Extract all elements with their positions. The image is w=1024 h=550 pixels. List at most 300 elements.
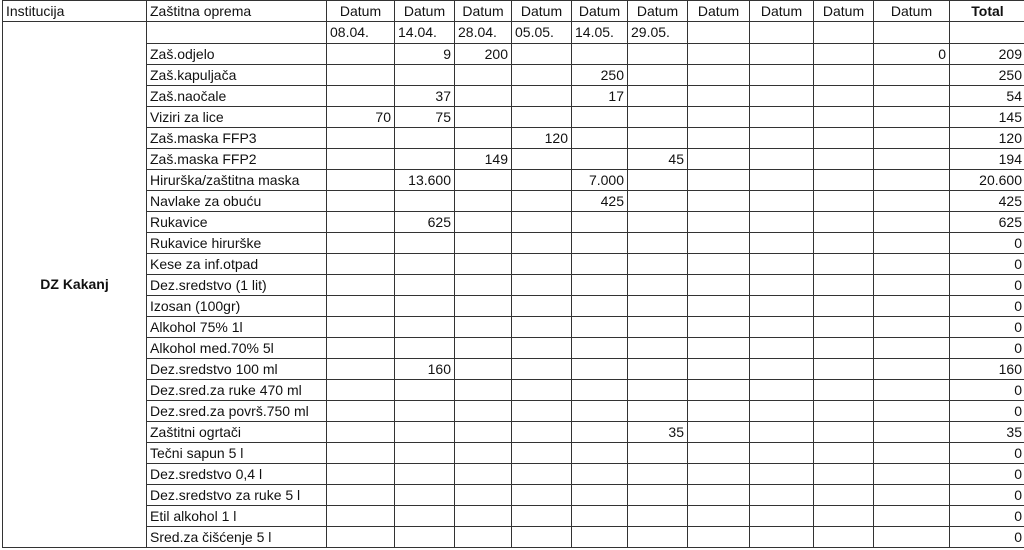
total-cell: 194 [950, 149, 1024, 170]
quantity-cell [628, 527, 688, 548]
quantity-cell [395, 506, 455, 527]
table-row [3, 86, 1024, 107]
quantity-cell [628, 401, 688, 422]
date-cell [688, 22, 750, 44]
equipment-item: Alkohol 75% 1l [147, 317, 327, 338]
quantity-cell [628, 443, 688, 464]
total-cell: 0 [950, 338, 1024, 359]
equipment-item: Etil alkohol 1 l [147, 506, 327, 527]
quantity-cell [395, 233, 455, 254]
quantity-cell [395, 65, 455, 86]
quantity-cell [395, 338, 455, 359]
quantity-cell [327, 44, 395, 65]
quantity-cell [512, 107, 572, 128]
quantity-cell [628, 44, 688, 65]
equipment-item: Dez.sredstvo 100 ml [147, 359, 327, 380]
quantity-cell [327, 485, 395, 506]
total-cell: 0 [950, 506, 1024, 527]
quantity-cell [814, 401, 874, 422]
quantity-cell [750, 380, 814, 401]
quantity-cell [628, 506, 688, 527]
quantity-cell [395, 296, 455, 317]
total-cell: 145 [950, 107, 1024, 128]
equipment-item: Rukavice [147, 212, 327, 233]
quantity-cell [628, 359, 688, 380]
quantity-cell [455, 338, 512, 359]
ppe-distribution-table [2, 0, 1024, 548]
quantity-cell [814, 359, 874, 380]
quantity-cell [512, 443, 572, 464]
quantity-cell [750, 149, 814, 170]
quantity-cell [688, 527, 750, 548]
quantity-cell [327, 86, 395, 107]
table-row [3, 422, 1024, 443]
total-header: Total [950, 1, 1024, 22]
table-row [3, 254, 1024, 275]
quantity-cell: 13.600 [395, 170, 455, 191]
quantity-cell [395, 275, 455, 296]
quantity-cell [750, 65, 814, 86]
total-cell: 0 [950, 275, 1024, 296]
table-row [3, 44, 1024, 65]
quantity-cell [395, 401, 455, 422]
quantity-cell [512, 401, 572, 422]
quantity-cell [327, 212, 395, 233]
quantity-cell: 35 [628, 422, 688, 443]
total-cell: 0 [950, 485, 1024, 506]
quantity-cell [750, 338, 814, 359]
table-row [3, 527, 1024, 548]
quantity-cell [874, 107, 950, 128]
quantity-cell [814, 107, 874, 128]
quantity-cell [455, 128, 512, 149]
quantity-cell [814, 191, 874, 212]
quantity-cell [688, 212, 750, 233]
quantity-cell: 37 [395, 86, 455, 107]
quantity-cell [512, 149, 572, 170]
table-row [3, 275, 1024, 296]
quantity-cell [327, 275, 395, 296]
quantity-cell [874, 380, 950, 401]
quantity-cell [572, 464, 628, 485]
table-row [3, 65, 1024, 86]
table-row [3, 338, 1024, 359]
date-cell: 05.05. [512, 22, 572, 44]
quantity-cell [688, 359, 750, 380]
quantity-cell [814, 212, 874, 233]
table-row [3, 296, 1024, 317]
quantity-cell [395, 464, 455, 485]
quantity-cell [688, 317, 750, 338]
institution-name: DZ Kakanj [3, 22, 147, 548]
quantity-cell [874, 254, 950, 275]
date-row [3, 22, 1024, 44]
table-row [3, 464, 1024, 485]
date-cell: 08.04. [327, 22, 395, 44]
quantity-cell [327, 149, 395, 170]
date-header: Datum [688, 1, 750, 22]
quantity-cell [455, 254, 512, 275]
quantity-cell [750, 527, 814, 548]
quantity-cell [814, 233, 874, 254]
date-header: Datum [395, 1, 455, 22]
quantity-cell [512, 338, 572, 359]
quantity-cell: 425 [572, 191, 628, 212]
date-header: Datum [572, 1, 628, 22]
date-cell: 14.05. [572, 22, 628, 44]
quantity-cell [327, 296, 395, 317]
quantity-cell [327, 191, 395, 212]
table-row [3, 212, 1024, 233]
quantity-cell [327, 422, 395, 443]
quantity-cell [455, 191, 512, 212]
quantity-cell [628, 107, 688, 128]
quantity-cell [628, 128, 688, 149]
quantity-cell [874, 275, 950, 296]
total-cell: 0 [950, 527, 1024, 548]
equipment-item: Kese za inf.otpad [147, 254, 327, 275]
header-row [3, 1, 1024, 22]
quantity-cell [512, 485, 572, 506]
quantity-cell [874, 296, 950, 317]
equipment-item: Hirurška/zaštitna maska [147, 170, 327, 191]
quantity-cell: 45 [628, 149, 688, 170]
quantity-cell [814, 149, 874, 170]
quantity-cell [874, 317, 950, 338]
quantity-cell [628, 254, 688, 275]
quantity-cell [628, 170, 688, 191]
table-row [3, 506, 1024, 527]
quantity-cell: 9 [395, 44, 455, 65]
equipment-item: Dez.sred.za ruke 470 ml [147, 380, 327, 401]
quantity-cell [395, 380, 455, 401]
quantity-cell [455, 380, 512, 401]
table-row [3, 485, 1024, 506]
quantity-cell [327, 317, 395, 338]
quantity-cell: 7.000 [572, 170, 628, 191]
date-header: Datum [814, 1, 874, 22]
quantity-cell [572, 359, 628, 380]
quantity-cell [572, 443, 628, 464]
quantity-cell [455, 233, 512, 254]
quantity-cell [327, 359, 395, 380]
quantity-cell [874, 86, 950, 107]
quantity-cell [628, 380, 688, 401]
quantity-cell [455, 170, 512, 191]
quantity-cell [814, 380, 874, 401]
table-row [3, 443, 1024, 464]
quantity-cell [688, 443, 750, 464]
quantity-cell [572, 212, 628, 233]
total-cell: 0 [950, 380, 1024, 401]
quantity-cell [455, 527, 512, 548]
quantity-cell [512, 317, 572, 338]
quantity-cell: 70 [327, 107, 395, 128]
quantity-cell [750, 254, 814, 275]
quantity-cell [572, 296, 628, 317]
table-row [3, 359, 1024, 380]
quantity-cell [874, 65, 950, 86]
quantity-cell [628, 65, 688, 86]
quantity-cell [874, 527, 950, 548]
equipment-item: Dez.sredstvo za ruke 5 l [147, 485, 327, 506]
quantity-cell [688, 380, 750, 401]
quantity-cell [572, 401, 628, 422]
quantity-cell [628, 296, 688, 317]
quantity-cell [512, 170, 572, 191]
quantity-cell [750, 170, 814, 191]
quantity-cell [688, 338, 750, 359]
quantity-cell [874, 338, 950, 359]
total-cell: 250 [950, 65, 1024, 86]
quantity-cell [455, 401, 512, 422]
quantity-cell [327, 443, 395, 464]
total-cell: 35 [950, 422, 1024, 443]
quantity-cell [750, 464, 814, 485]
quantity-cell [572, 44, 628, 65]
equipment-item: Zaš.odjelo [147, 44, 327, 65]
quantity-cell [572, 254, 628, 275]
quantity-cell: 17 [572, 86, 628, 107]
quantity-cell [512, 506, 572, 527]
quantity-cell [512, 65, 572, 86]
quantity-cell [814, 527, 874, 548]
quantity-cell [395, 128, 455, 149]
quantity-cell [327, 233, 395, 254]
total-cell: 120 [950, 128, 1024, 149]
quantity-cell [688, 191, 750, 212]
quantity-cell [327, 170, 395, 191]
quantity-cell [814, 296, 874, 317]
quantity-cell [455, 443, 512, 464]
quantity-cell [512, 380, 572, 401]
total-cell: 0 [950, 254, 1024, 275]
quantity-cell [814, 506, 874, 527]
quantity-cell [688, 464, 750, 485]
equipment-item: Zaš.kapuljača [147, 65, 327, 86]
quantity-cell [395, 422, 455, 443]
table-row [3, 317, 1024, 338]
table-row [3, 233, 1024, 254]
quantity-cell [750, 191, 814, 212]
total-cell: 0 [950, 464, 1024, 485]
quantity-cell [688, 422, 750, 443]
total-cell: 0 [950, 233, 1024, 254]
quantity-cell [512, 191, 572, 212]
quantity-cell [327, 380, 395, 401]
quantity-cell [814, 65, 874, 86]
quantity-cell [750, 422, 814, 443]
date-cell [814, 22, 874, 44]
quantity-cell [874, 443, 950, 464]
quantity-cell [874, 212, 950, 233]
equipment-item: Alkohol med.70% 5l [147, 338, 327, 359]
quantity-cell [874, 191, 950, 212]
quantity-cell [327, 401, 395, 422]
table-row [3, 107, 1024, 128]
total-cell: 0 [950, 443, 1024, 464]
quantity-cell [327, 338, 395, 359]
quantity-cell [688, 170, 750, 191]
equipment-item: Dez.sredstvo (1 lit) [147, 275, 327, 296]
quantity-cell [512, 527, 572, 548]
quantity-cell [874, 149, 950, 170]
total-cell: 160 [950, 359, 1024, 380]
quantity-cell [455, 212, 512, 233]
quantity-cell [572, 338, 628, 359]
quantity-cell [455, 65, 512, 86]
quantity-cell [628, 338, 688, 359]
quantity-cell [455, 506, 512, 527]
quantity-cell [512, 233, 572, 254]
quantity-cell [814, 86, 874, 107]
quantity-cell [688, 65, 750, 86]
quantity-cell [750, 401, 814, 422]
quantity-cell [572, 128, 628, 149]
quantity-cell [688, 506, 750, 527]
quantity-cell [572, 380, 628, 401]
quantity-cell [455, 296, 512, 317]
quantity-cell [512, 275, 572, 296]
quantity-cell [814, 254, 874, 275]
quantity-cell [572, 506, 628, 527]
quantity-cell [572, 233, 628, 254]
quantity-cell [572, 107, 628, 128]
quantity-cell [750, 107, 814, 128]
equipment-item: Sred.za čišćenje 5 l [147, 527, 327, 548]
quantity-cell [572, 275, 628, 296]
quantity-cell [874, 170, 950, 191]
quantity-cell [814, 422, 874, 443]
quantity-cell: 149 [455, 149, 512, 170]
quantity-cell [395, 443, 455, 464]
quantity-cell [327, 527, 395, 548]
quantity-cell [688, 149, 750, 170]
quantity-cell [455, 317, 512, 338]
date-header: Datum [327, 1, 395, 22]
table-row [3, 380, 1024, 401]
quantity-cell [395, 317, 455, 338]
quantity-cell [874, 401, 950, 422]
quantity-cell [750, 443, 814, 464]
quantity-cell [455, 359, 512, 380]
quantity-cell [750, 44, 814, 65]
total-cell: 0 [950, 296, 1024, 317]
quantity-cell [750, 233, 814, 254]
quantity-cell [874, 464, 950, 485]
quantity-cell [750, 86, 814, 107]
quantity-cell [455, 464, 512, 485]
quantity-cell [688, 296, 750, 317]
quantity-cell [395, 254, 455, 275]
quantity-cell [814, 170, 874, 191]
quantity-cell [327, 464, 395, 485]
quantity-cell [572, 485, 628, 506]
date-header: Datum [750, 1, 814, 22]
quantity-cell [327, 254, 395, 275]
quantity-cell [395, 527, 455, 548]
quantity-cell [572, 317, 628, 338]
quantity-cell [628, 275, 688, 296]
quantity-cell [750, 275, 814, 296]
table-row [3, 128, 1024, 149]
quantity-cell [512, 212, 572, 233]
quantity-cell [814, 44, 874, 65]
equipment-item: Viziri za lice [147, 107, 327, 128]
equipment-item: Zaš.maska FFP2 [147, 149, 327, 170]
equipment-item: Zaštitni ogrtači [147, 422, 327, 443]
quantity-cell [395, 149, 455, 170]
quantity-cell [512, 464, 572, 485]
quantity-cell [688, 233, 750, 254]
total-cell: 425 [950, 191, 1024, 212]
date-header: Datum [512, 1, 572, 22]
quantity-cell [814, 275, 874, 296]
quantity-cell [327, 506, 395, 527]
quantity-cell [874, 506, 950, 527]
total-cell: 0 [950, 317, 1024, 338]
quantity-cell [750, 296, 814, 317]
equipment-item: Zaš.maska FFP3 [147, 128, 327, 149]
quantity-cell [814, 317, 874, 338]
quantity-cell [814, 128, 874, 149]
equipment-item: Navlake za obuću [147, 191, 327, 212]
date-cell: 14.04. [395, 22, 455, 44]
quantity-cell [750, 506, 814, 527]
total-blank-cell [950, 22, 1024, 44]
equipment-item: Dez.sredstvo 0,4 l [147, 464, 327, 485]
quantity-cell [750, 485, 814, 506]
date-header: Datum [455, 1, 512, 22]
quantity-cell: 0 [874, 44, 950, 65]
table-row [3, 191, 1024, 212]
equipment-header: Zaštitna oprema [147, 1, 327, 22]
quantity-cell: 625 [395, 212, 455, 233]
quantity-cell: 75 [395, 107, 455, 128]
equipment-item: Rukavice hirurške [147, 233, 327, 254]
quantity-cell: 120 [512, 128, 572, 149]
quantity-cell [628, 464, 688, 485]
quantity-cell [874, 422, 950, 443]
quantity-cell [874, 485, 950, 506]
quantity-cell [572, 527, 628, 548]
total-cell: 209 [950, 44, 1024, 65]
quantity-cell: 160 [395, 359, 455, 380]
quantity-cell [688, 44, 750, 65]
equipment-item: Dez.sred.za površ.750 ml [147, 401, 327, 422]
quantity-cell [750, 128, 814, 149]
quantity-cell [874, 359, 950, 380]
quantity-cell [455, 86, 512, 107]
date-cell: 28.04. [455, 22, 512, 44]
table-row [3, 401, 1024, 422]
date-cell [750, 22, 814, 44]
institution-header: Institucija [3, 1, 147, 22]
quantity-cell [512, 86, 572, 107]
quantity-cell [455, 275, 512, 296]
quantity-cell [572, 422, 628, 443]
quantity-cell [628, 191, 688, 212]
quantity-cell [874, 233, 950, 254]
quantity-cell [628, 212, 688, 233]
quantity-cell [628, 317, 688, 338]
quantity-cell [688, 128, 750, 149]
equipment-item: Izosan (100gr) [147, 296, 327, 317]
quantity-cell [814, 485, 874, 506]
quantity-cell [395, 485, 455, 506]
quantity-cell [874, 128, 950, 149]
quantity-cell [628, 86, 688, 107]
